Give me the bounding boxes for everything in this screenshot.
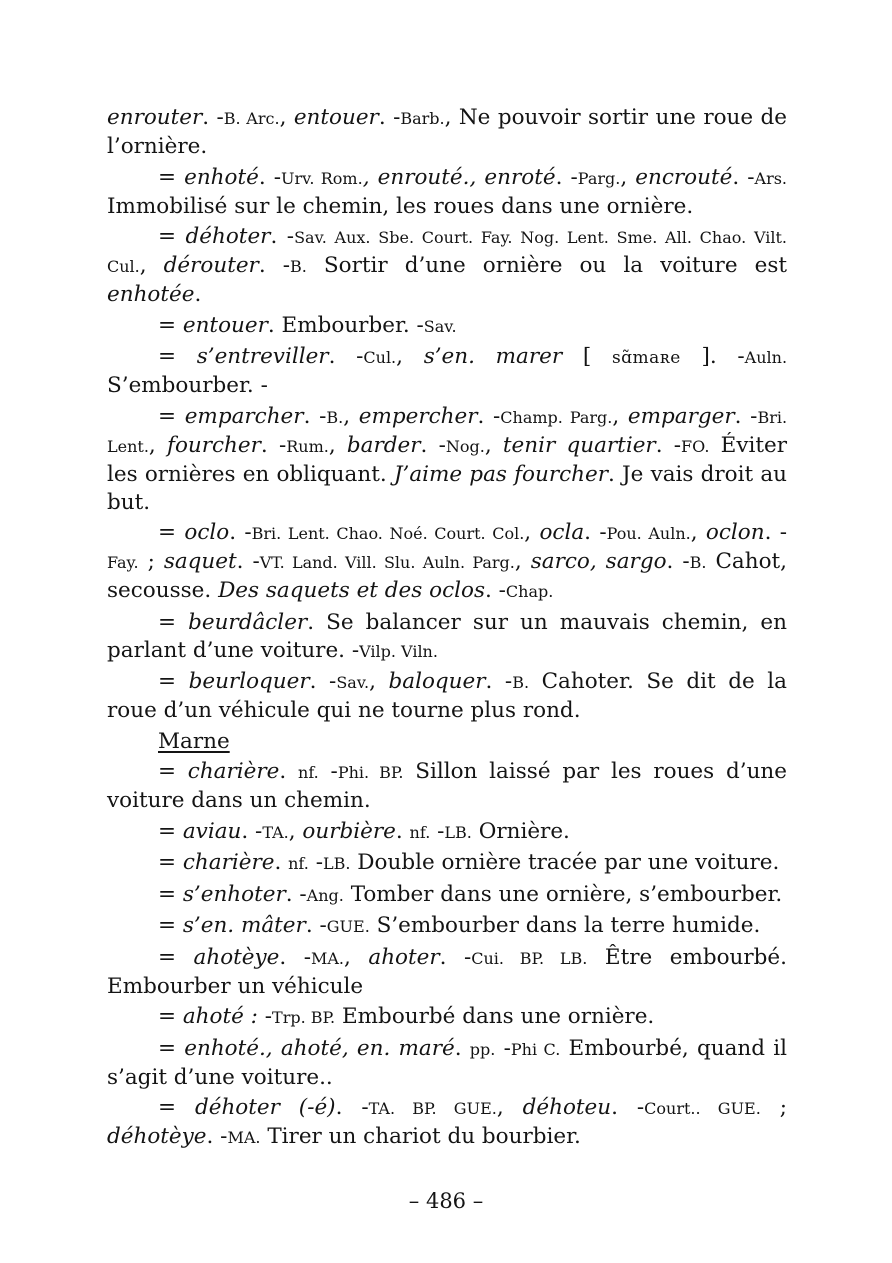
entry-text: .: [274, 850, 289, 875]
source-abbreviation: Chap.: [505, 582, 554, 601]
dictionary-text-body: [107, 104, 787, 1155]
headword-italic: déhoter: [185, 224, 271, 249]
headword-italic: ahoter: [368, 944, 440, 970]
source-abbreviation: LB.: [444, 822, 472, 842]
dictionary-entry: [107, 1035, 787, 1092]
entry-text: =: [158, 164, 185, 190]
entry-text: . -: [734, 403, 758, 429]
entry-text: Embourbé, quand il s’agit d’une voiture..: [107, 1035, 787, 1090]
entry-text: . -: [270, 224, 295, 249]
entry-text: . -: [335, 1095, 369, 1120]
headword-italic: aviau: [182, 818, 242, 844]
entry-text: =: [158, 850, 183, 875]
source-abbreviation: Phi C.: [510, 1039, 561, 1059]
source-abbreviation: Cui. BP. LB.: [471, 948, 588, 968]
headword-italic: beurloquer: [188, 669, 310, 694]
source-abbreviation: Bri. Lent. Chao. Noé. Court. Col.: [251, 524, 525, 543]
entry-text: . -: [303, 403, 327, 429]
entry-text: . -: [555, 164, 578, 190]
entry-text: .: [454, 1035, 470, 1061]
headword-italic: charière: [182, 850, 275, 875]
headword-italic: encrouté: [635, 164, 733, 190]
source-abbreviation: nf.: [298, 763, 319, 782]
headword-italic: Des saquets et des oclos: [218, 578, 485, 603]
entry-text: S’embourber. -: [107, 373, 268, 398]
entry-text: . -: [666, 549, 690, 574]
dictionary-entry: [107, 312, 787, 341]
headword-italic: saquet: [163, 549, 237, 574]
entry-text: Cahot, secousse.: [107, 549, 788, 603]
headword-italic: enhoté., ahoté, en. maré: [184, 1035, 455, 1061]
headword-italic: ocla: [539, 520, 585, 545]
entry-text: Immobilisé sur le chemin, les roues dans une ornière.: [107, 193, 694, 219]
source-abbreviation: Champ. Parg.: [500, 407, 613, 427]
entry-text: . -: [260, 432, 287, 458]
entry-text: Éviter les ornières en obliquant.: [107, 432, 787, 487]
dictionary-entry: [107, 164, 787, 221]
entry-text: -: [308, 850, 323, 875]
source-abbreviation: LB.: [322, 854, 351, 873]
dictionary-entry: [107, 519, 787, 606]
source-abbreviation: Phi. BP.: [337, 763, 404, 782]
entry-text: =: [158, 669, 189, 694]
entry-text: ,: [279, 105, 294, 130]
page-number: – 486 –: [408, 1189, 484, 1213]
entry-text: =: [158, 1095, 195, 1120]
entry-text: . -: [285, 881, 307, 907]
headword-italic: enhotée: [107, 282, 195, 307]
headword-italic: entouer: [182, 312, 268, 338]
source-abbreviation: MA.: [227, 1128, 261, 1147]
source-abbreviation: B. Arc.: [223, 109, 280, 128]
entry-text: =: [158, 403, 185, 429]
entry-text: . -: [732, 164, 755, 190]
source-abbreviation: Bri. Lent.: [107, 407, 788, 456]
entry-text: =: [158, 344, 197, 369]
source-abbreviation: Nog.: [445, 436, 485, 456]
dictionary-entry: [107, 403, 787, 517]
source-abbreviation: Urv. Rom.: [281, 168, 363, 188]
dictionary-entry: [107, 1003, 787, 1032]
headword-italic: ahotèye: [193, 944, 280, 970]
entry-text: . -: [236, 549, 260, 574]
headword-italic: enhoté: [184, 164, 259, 190]
entry-text: =: [158, 818, 183, 844]
dictionary-entry: [107, 728, 787, 756]
entry-text: ,: [484, 432, 503, 458]
source-abbreviation: Vilp. Viln.: [359, 641, 438, 661]
dictionary-entry: [107, 1094, 787, 1152]
source-abbreviation: B.: [326, 407, 344, 427]
entry-text: =: [158, 881, 183, 907]
entry-text: , Ne pouvoir sortir une roue de l’ornière.: [107, 105, 788, 159]
dictionary-entry: [107, 758, 787, 815]
headword-italic: fourcher: [166, 432, 261, 458]
entry-text: [: [562, 344, 612, 369]
dictionary-entry: [107, 609, 787, 666]
entry-text: Être embourbé. Embourber un véhicule: [107, 944, 787, 999]
source-abbreviation: GUE.: [326, 917, 370, 936]
source-abbreviation: Auln.: [744, 348, 788, 367]
entry-text: =: [158, 759, 188, 784]
source-abbreviation: TA.: [262, 822, 289, 842]
entry-text: . Je vais droit au but.: [107, 461, 787, 515]
dictionary-entry: [107, 343, 787, 400]
entry-text: ,: [496, 1095, 523, 1120]
source-abbreviation: Pou. Auln.: [606, 524, 691, 543]
entry-text: ,: [690, 520, 706, 545]
entry-text: Tirer un chariot du bourbier.: [260, 1124, 581, 1149]
entry-text: Ornière.: [471, 818, 570, 844]
entry-text: . Se balancer sur un mauvais chemin, en parlant d’une voiture. -: [107, 609, 787, 663]
headword-italic: déhoteu: [522, 1095, 612, 1120]
entry-text: =: [158, 609, 189, 635]
source-abbreviation: Parg.: [577, 168, 621, 188]
source-abbreviation: MA.: [310, 948, 345, 968]
source-abbreviation: Fay.: [107, 553, 139, 572]
entry-text: . -: [206, 1124, 228, 1149]
entry-text: ]. -: [680, 344, 745, 369]
entry-text: ,: [369, 669, 389, 694]
source-abbreviation: B.: [512, 673, 530, 692]
entry-text: . Embourber. -: [267, 312, 424, 338]
entry-text: ;: [760, 1095, 788, 1120]
entry-text: ,: [343, 403, 359, 429]
entry-text: ,: [524, 520, 540, 545]
headword-italic: s’en. marer: [423, 344, 563, 369]
source-abbreviation: TA. BP. GUE.: [368, 1099, 497, 1118]
entry-text: ,: [328, 432, 347, 458]
headword-italic: emparger: [627, 403, 735, 429]
entry-text: =: [158, 1004, 183, 1029]
source-abbreviation: Sav. Aux. Sbe. Court. Fay. Nog. Lent. Sme. All. Chao. Vilt. Cul.: [107, 228, 787, 276]
entry-text: Sillon laissé par les roues d’une voiture dans un chemin.: [107, 759, 787, 813]
entry-text: . -: [611, 1095, 645, 1120]
entry-text: . -: [484, 578, 506, 603]
source-abbreviation: Rum.: [286, 436, 329, 456]
entry-text: . -: [328, 344, 364, 369]
source-abbreviation: nf.: [288, 854, 309, 873]
source-abbreviation: Cul.: [363, 348, 397, 367]
headword-italic: s’enhoter: [182, 881, 286, 907]
entry-text: -: [430, 818, 445, 844]
source-abbreviation: pp.: [469, 1039, 496, 1059]
entry-text: ,: [612, 403, 628, 429]
source-abbreviation: FO.: [681, 436, 710, 456]
entry-text: Embourbé dans une ornière.: [335, 1004, 655, 1029]
entry-text: . -: [477, 403, 501, 429]
dictionary-entry: [107, 223, 787, 309]
entry-text: ,: [620, 164, 636, 190]
entry-text: -: [495, 1035, 511, 1061]
entry-text: . -: [420, 432, 446, 458]
entry-text: =: [158, 312, 183, 338]
entry-text: . -: [309, 669, 337, 694]
entry-text: . -: [305, 913, 327, 938]
headword-italic: emparcher: [184, 403, 304, 429]
dictionary-entry: [107, 944, 787, 1001]
headword-italic: enrouter: [107, 105, 203, 130]
entry-text: . -: [655, 432, 682, 458]
headword-italic: , enrouté., enroté: [362, 164, 556, 190]
dictionary-entry: [107, 912, 787, 941]
entry-text: . -: [241, 818, 263, 844]
headword-italic: oclo: [184, 520, 230, 545]
entry-text: .: [194, 282, 202, 307]
entry-text: . -: [202, 105, 224, 130]
entry-text: =: [158, 1035, 185, 1061]
dictionary-entry: [107, 668, 787, 725]
entry-text: . -: [439, 944, 472, 970]
headword-italic: tenir quartier: [502, 432, 656, 458]
entry-text: . -: [764, 520, 788, 545]
entry-text: -: [257, 1004, 273, 1029]
headword-italic: s’en. mâter: [182, 913, 306, 938]
entry-text: =: [158, 520, 185, 545]
entry-text: ,: [148, 432, 167, 458]
entry-text: . -: [378, 105, 401, 130]
entry-text: . -: [258, 164, 282, 190]
entry-text: ,: [139, 253, 164, 278]
headword-italic: barder: [346, 432, 421, 458]
entry-text: S’embourber dans la terre humide.: [369, 913, 761, 938]
entry-text: -: [318, 759, 338, 784]
entry-text: ,: [514, 549, 531, 574]
source-abbreviation: B.: [689, 553, 707, 572]
source-abbreviation: B.: [290, 257, 307, 276]
entry-text: =: [158, 224, 186, 249]
entry-text: ,: [344, 944, 369, 970]
entry-text: .: [279, 759, 299, 784]
headword-italic: baloquer: [388, 669, 486, 694]
headword-italic: dérouter: [163, 253, 259, 278]
source-abbreviation: Ang.: [306, 885, 344, 905]
entry-text: . -: [584, 520, 607, 545]
dictionary-entry: [107, 849, 787, 878]
entry-text: =: [158, 944, 194, 970]
headword-italic: déhotèye: [107, 1124, 207, 1149]
dictionary-entry: [107, 881, 787, 910]
headword-italic: J’aime pas fourcher: [393, 461, 609, 487]
entry-text: .: [395, 818, 410, 844]
entry-text: ,: [396, 344, 424, 369]
entry-text: Tomber dans une ornière, s’embourber.: [343, 881, 783, 907]
entry-text: . -: [258, 253, 290, 278]
headword-italic: beurdâcler: [188, 609, 308, 635]
headword-italic: empercher: [358, 403, 478, 429]
headword-italic: entouer: [293, 105, 379, 130]
source-abbreviation: Court.. GUE.: [644, 1099, 761, 1118]
phonetic-transcription: sɑ̃maʀe: [611, 348, 681, 368]
source-abbreviation: Sav.: [336, 673, 370, 692]
dictionary-entry: [107, 818, 787, 847]
entry-text: Cahoter. Se dit de la roue d’un véhicule qui ne tourne plus rond.: [107, 669, 788, 723]
entry-text: . -: [279, 944, 311, 970]
dictionary-entry: [107, 104, 787, 161]
headword-italic: déhoter (-é): [194, 1095, 336, 1120]
source-abbreviation: nf.: [409, 822, 431, 842]
entry-text: . -: [485, 669, 513, 694]
headword-italic: sarco, sargo: [530, 549, 667, 574]
entry-text: Double ornière tracée par une voiture.: [350, 850, 780, 875]
entry-text: . -: [229, 520, 252, 545]
source-abbreviation: Ars.: [754, 168, 788, 188]
source-abbreviation: Trp. BP.: [272, 1008, 336, 1027]
headword-italic: ourbière: [302, 818, 396, 844]
headword-italic: s’entreviller: [196, 344, 329, 369]
headword-italic: charière: [187, 759, 280, 784]
headword-italic: ahoté :: [182, 1004, 258, 1029]
entry-text: =: [158, 913, 183, 938]
section-heading: Marne: [158, 728, 230, 754]
entry-text: Sortir d’une ornière ou la voiture est: [306, 253, 787, 278]
source-abbreviation: Barb.: [400, 109, 445, 128]
source-abbreviation: VT. Land. Vill. Slu. Auln. Parg.: [259, 553, 515, 572]
headword-italic: oclon: [705, 520, 765, 545]
entry-text: ;: [138, 549, 164, 574]
source-abbreviation: Sav.: [423, 316, 457, 336]
entry-text: ,: [288, 818, 303, 844]
